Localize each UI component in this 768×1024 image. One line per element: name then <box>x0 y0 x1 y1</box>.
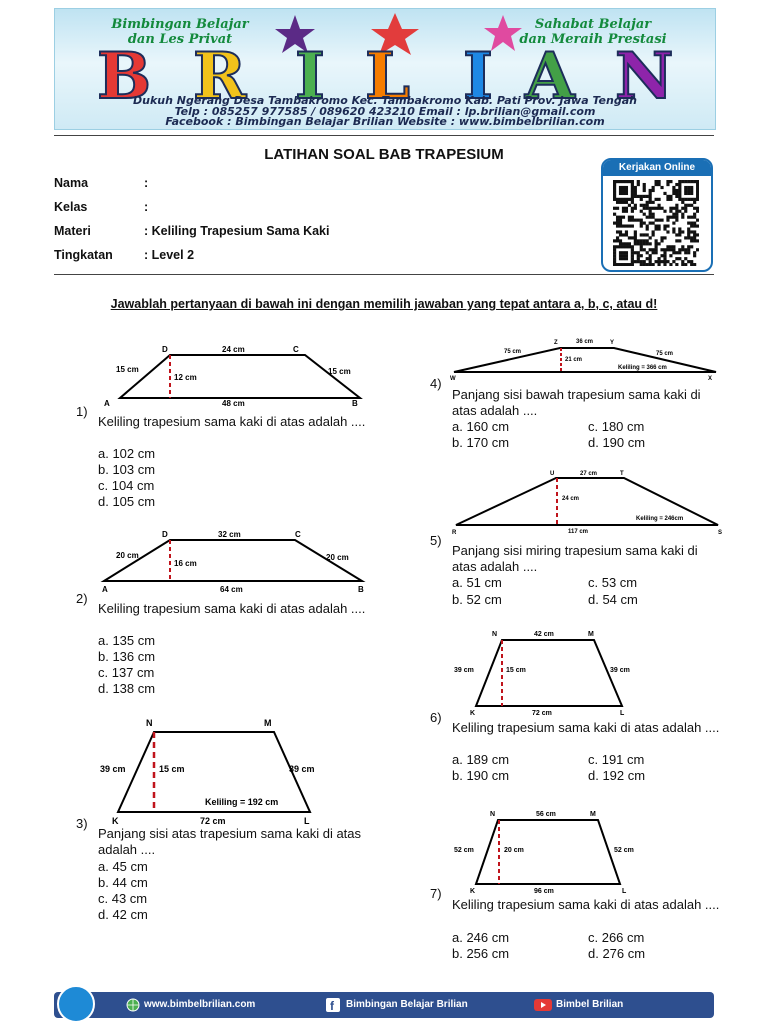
vertex-label: X <box>708 376 713 382</box>
answer-option[interactable]: d. 138 cm <box>98 681 156 696</box>
vertex-label: R <box>452 530 457 536</box>
footer-circle-decoration <box>50 984 110 1024</box>
info-value: : <box>144 176 149 190</box>
height-label: 21 cm <box>565 357 583 363</box>
answer-option[interactable]: b. 256 cm <box>452 946 510 961</box>
vertex-label: U <box>550 471 555 477</box>
height-label: 12 cm <box>174 373 197 382</box>
vertex-label: A <box>102 585 108 594</box>
answer-option[interactable]: c. 43 cm <box>98 891 148 906</box>
header-divider <box>54 135 714 136</box>
vertex-label: M <box>590 811 596 818</box>
left-side-label: 20 cm <box>116 551 139 560</box>
answer-option[interactable]: d. 192 cm <box>588 768 646 783</box>
answer-option[interactable]: a. 45 cm <box>98 859 148 874</box>
info-divider <box>54 274 714 275</box>
answer-option[interactable]: b. 52 cm <box>452 592 502 607</box>
footer-youtube[interactable]: Bimbel Brilian <box>556 999 624 1010</box>
vertex-label: B <box>358 585 364 594</box>
vertex-label: M <box>588 631 594 638</box>
answer-option[interactable]: a. 246 cm <box>452 930 510 945</box>
vertex-label: W <box>450 376 456 382</box>
right-side-label: 52 cm <box>614 847 634 854</box>
top-side-label: 27 cm <box>580 471 598 477</box>
brand-letter: L <box>365 39 412 114</box>
figure-q1 <box>100 340 380 410</box>
answer-option[interactable]: c. 104 cm <box>98 478 155 493</box>
vertex-label: B <box>352 399 358 408</box>
qr-code-icon[interactable] <box>613 180 699 266</box>
header-banner <box>54 8 716 130</box>
question-number: 6) <box>430 710 442 725</box>
vertex-label: N <box>490 811 496 818</box>
question-number: 7) <box>430 886 442 901</box>
info-value: : Level 2 <box>144 248 195 262</box>
figure-q7 <box>450 804 650 896</box>
bottom-side-label: 48 cm <box>222 399 245 408</box>
brand-letter: B <box>97 39 154 114</box>
left-side-label: 52 cm <box>454 847 474 854</box>
qr-code-card[interactable] <box>601 158 713 272</box>
vertex-label: L <box>622 888 627 895</box>
question-number: 3) <box>76 816 88 831</box>
height-label: 15 cm <box>159 764 185 774</box>
perimeter-label: Keliling = 366 cm <box>618 365 667 371</box>
vertex-label: T <box>620 471 624 477</box>
figure-q6 <box>450 624 650 720</box>
vertex-label: K <box>112 816 119 826</box>
info-value: : <box>144 200 149 214</box>
left-side-label: 39 cm <box>454 667 474 674</box>
answer-option[interactable]: a. 102 cm <box>98 446 156 461</box>
figure-q5 <box>446 466 730 538</box>
vertex-label: N <box>492 631 498 638</box>
question-text: Panjang sisi bawah trapesium sama kaki di atas adalah .... <box>452 387 701 418</box>
vertex-label: K <box>470 888 476 895</box>
right-side-label: 39 cm <box>289 764 315 774</box>
question-text: Keliling trapesium sama kaki di atas adalah .... <box>452 897 720 912</box>
question-text: Keliling trapesium sama kaki di atas adalah .... <box>98 601 366 616</box>
facebook-icon <box>326 998 340 1012</box>
brand-letter: I <box>295 39 327 114</box>
vertex-label: C <box>293 345 299 354</box>
answer-option[interactable]: c. 137 cm <box>98 665 155 680</box>
answer-option[interactable]: a. 160 cm <box>452 419 510 434</box>
vertex-label: N <box>146 718 153 728</box>
brand-letter: I <box>463 39 495 114</box>
qr-label: Kerjakan Online <box>603 160 711 176</box>
footer-bar <box>54 992 714 1018</box>
answer-option[interactable]: b. 170 cm <box>452 435 510 450</box>
question-text: Panjang sisi miring trapesium sama kaki di atas adalah .... <box>452 543 698 574</box>
vertex-label: S <box>718 530 723 536</box>
trapezoid-shape <box>476 640 622 706</box>
vertex-label: D <box>162 530 168 539</box>
answer-option[interactable]: c. 180 cm <box>588 419 645 434</box>
vertex-label: Z <box>554 340 558 346</box>
footer-website[interactable]: www.bimbelbrilian.com <box>144 999 256 1010</box>
figure-q4 <box>446 334 726 384</box>
brand-letter: N <box>615 39 676 114</box>
answer-option[interactable]: d. 190 cm <box>588 435 646 450</box>
info-label: Materi <box>54 224 91 238</box>
answer-option[interactable]: d. 42 cm <box>98 907 148 922</box>
right-side-label: 20 cm <box>326 553 349 562</box>
answer-option[interactable]: b. 136 cm <box>98 649 156 664</box>
vertex-label: L <box>304 816 310 826</box>
vertex-label: D <box>162 345 168 354</box>
figure-q2 <box>100 528 380 598</box>
top-side-label: 42 cm <box>534 631 554 638</box>
left-tagline-line-2: dan Les Privat <box>127 32 233 47</box>
answer-option[interactable]: c. 53 cm <box>588 575 638 590</box>
perimeter-label: Keliling = 246cm <box>636 516 684 522</box>
vertex-label: Y <box>610 340 615 346</box>
right-side-label: 15 cm <box>328 367 351 376</box>
youtube-icon <box>534 999 552 1011</box>
answer-option[interactable]: b. 103 cm <box>98 462 156 477</box>
answer-option[interactable]: d. 276 cm <box>588 946 646 961</box>
trapezoid-shape <box>104 540 362 581</box>
height-label: 16 cm <box>174 559 197 568</box>
height-label: 24 cm <box>562 496 580 502</box>
header-social: Facebook : Bimbingan Belajar Brilian Website : www.bimbelbrilian.com <box>165 115 605 128</box>
info-label: Tingkatan <box>54 248 113 262</box>
question-number: 2) <box>76 591 88 606</box>
question-text: Panjang sisi atas trapesium sama kaki di atas adalah .... <box>98 826 362 857</box>
bottom-side-label: 72 cm <box>200 816 226 826</box>
page-title: LATIHAN SOAL BAB TRAPESIUM <box>264 146 504 163</box>
question-text: Keliling trapesium sama kaki di atas adalah .... <box>452 720 720 735</box>
trapezoid-shape <box>454 348 716 372</box>
info-label: Nama <box>54 176 89 190</box>
vertex-label: K <box>470 710 476 717</box>
globe-icon <box>126 998 140 1012</box>
answer-option[interactable]: a. 189 cm <box>452 752 510 767</box>
answer-option[interactable]: a. 51 cm <box>452 575 502 590</box>
svg-text:f: f <box>330 999 334 1012</box>
left-tagline-line-1: Bimbingan Belajar <box>111 17 249 32</box>
info-label: Kelas <box>54 200 88 214</box>
answer-option[interactable]: b. 190 cm <box>452 768 510 783</box>
question-number: 1) <box>76 404 88 419</box>
brand-letter: R <box>193 39 249 114</box>
question-number: 4) <box>430 376 442 391</box>
height-label: 20 cm <box>504 847 524 854</box>
answer-option[interactable]: d. 54 cm <box>588 592 638 607</box>
instruction: Jawablah pertanyaan di bawah ini dengan memilih jawaban yang tepat antara a, b, c, atau d! <box>110 297 658 311</box>
trapezoid-shape <box>476 820 620 884</box>
answer-option[interactable]: c. 191 cm <box>588 752 645 767</box>
bottom-side-label: 96 cm <box>534 888 554 895</box>
answer-option[interactable]: d. 105 cm <box>98 494 156 509</box>
answer-option[interactable]: b. 44 cm <box>98 875 148 890</box>
header-contact: Telp : 085257 977585 / 089620 423210 Email : lp.brilian@gmail.com <box>174 105 596 118</box>
figure-q3 <box>96 712 336 826</box>
perimeter-label: Keliling = 192 cm <box>205 797 279 807</box>
left-side-label: 39 cm <box>100 764 126 774</box>
answer-option[interactable]: c. 266 cm <box>588 930 645 945</box>
height-label: 15 cm <box>506 667 526 674</box>
right-tagline-line-1: Sahabat Belajar <box>534 17 652 32</box>
header-address: Dukuh Ngerang Desa Tambakromo Kec. Tambakromo Kab. Pati Prov. Jawa Tengah <box>133 94 637 107</box>
footer-facebook[interactable]: Bimbingan Belajar Brilian <box>346 999 468 1010</box>
answer-option[interactable]: a. 135 cm <box>98 633 156 648</box>
top-side-label: 36 cm <box>576 339 594 345</box>
trapezoid-shape <box>120 355 360 398</box>
bottom-side-label: 117 cm <box>568 529 589 535</box>
top-side-label: 32 cm <box>218 530 241 539</box>
vertex-label: C <box>295 530 301 539</box>
top-side-label: 56 cm <box>536 811 556 818</box>
brand-letter: A <box>525 39 577 114</box>
question-number: 5) <box>430 533 442 548</box>
right-side-label: 39 cm <box>610 667 630 674</box>
top-side-label: 24 cm <box>222 345 245 354</box>
left-side-label: 15 cm <box>116 365 139 374</box>
right-tagline-line-2: dan Meraih Prestasi <box>519 32 667 47</box>
vertex-label: A <box>104 399 110 408</box>
right-side-label: 75 cm <box>656 351 674 357</box>
bottom-side-label: 72 cm <box>532 710 552 717</box>
vertex-label: M <box>264 718 272 728</box>
left-side-label: 75 cm <box>504 349 522 355</box>
vertex-label: L <box>620 710 625 717</box>
info-value: : Keliling Trapesium Sama Kaki <box>144 224 330 238</box>
bottom-side-label: 64 cm <box>220 585 243 594</box>
question-text: Keliling trapesium sama kaki di atas adalah .... <box>98 414 366 429</box>
